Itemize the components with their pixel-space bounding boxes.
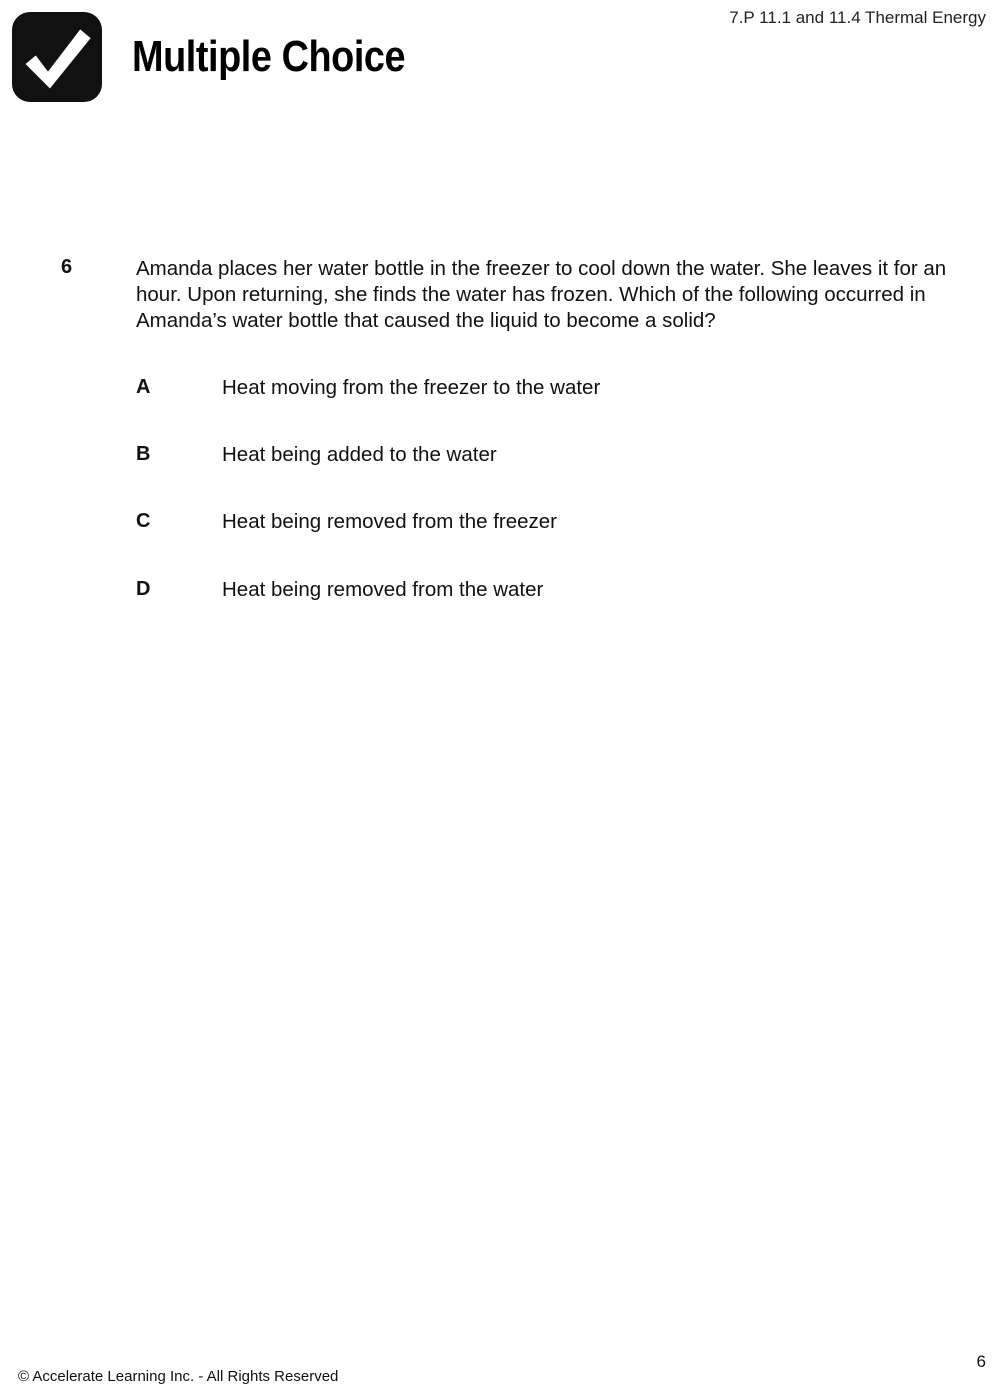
choice-d[interactable] <box>136 578 936 606</box>
choice-text: Heat being removed from the water <box>222 578 544 601</box>
section-title: Multiple Choice <box>132 32 406 81</box>
choice-letter: D <box>136 578 151 600</box>
unit-label: 7.P 11.1 and 11.4 Thermal Energy <box>729 8 986 27</box>
choice-b[interactable] <box>136 443 936 471</box>
question-stem: Amanda places her water bottle in the freezer to cool down the water. She leaves it for an hour. Upon returning, she finds the water has frozen. Which of the following occurred in Amanda’s water bottle that caused the liquid to become a solid? <box>136 257 947 332</box>
choice-letter: C <box>136 510 151 532</box>
choice-a[interactable] <box>136 376 936 404</box>
choice-text: Heat moving from the freezer to the water <box>222 376 601 399</box>
copyright-notice: © Accelerate Learning Inc. - All Rights Reserved <box>18 1368 339 1385</box>
page-number: 6 <box>976 1352 986 1371</box>
question-number: 6 <box>61 256 73 278</box>
choice-c[interactable] <box>136 510 936 538</box>
choice-letter: A <box>136 376 151 398</box>
checkmark-box-icon <box>10 10 104 104</box>
choice-text: Heat being removed from the freezer <box>222 510 557 533</box>
choice-text: Heat being added to the water <box>222 443 497 466</box>
choice-letter: B <box>136 443 151 465</box>
